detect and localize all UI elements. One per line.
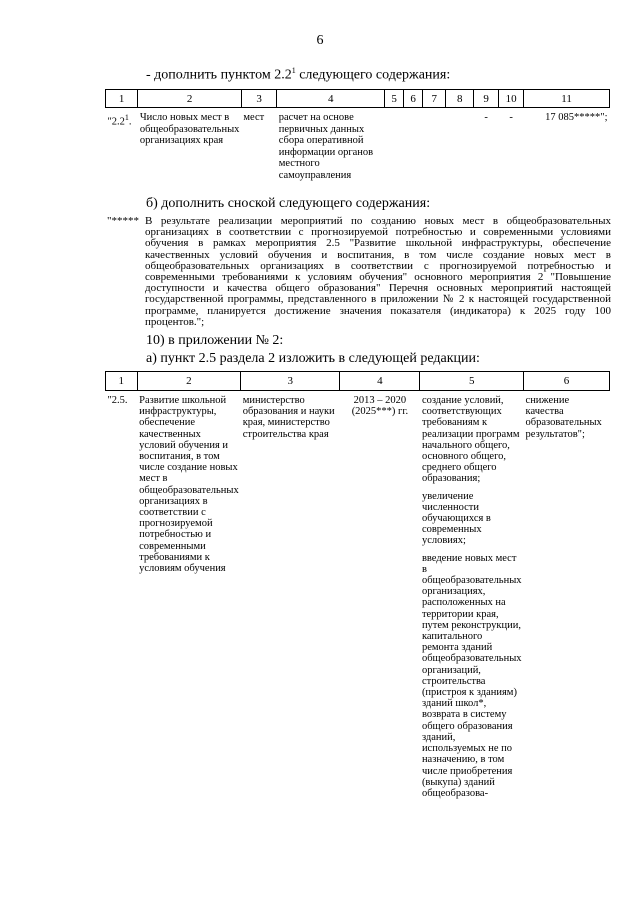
header-cell: 3 — [241, 372, 340, 391]
result-item: введение новых мест в общеобразовательных организациях, расположенных на территории края, путем реконструкции, капитального ремонта зданий общеобразовательных организаций, строительства (пристроя к зданиям) зданий школ*, возврата в систему общего образования зданий, используемых не по назначению, в том числе приобретения (выкупа) зданий общеобразова- — [421, 552, 522, 799]
unit-cell: мест — [243, 112, 265, 123]
table-row — [106, 391, 610, 806]
footnote-mark: "***** — [107, 215, 139, 227]
header-cell: 4 — [277, 90, 385, 108]
consequences-cell: снижение качества образовательных результатов"; — [525, 395, 602, 440]
superscript: 1 — [124, 113, 129, 122]
indicator-name-cell: Число новых мест в общеобразовательных организациях края — [139, 112, 240, 146]
result-item: увеличение численности обучающихся в современных условиях; — [421, 490, 491, 547]
row-number-tail: . — [128, 116, 132, 128]
result-item: создание условий, соответствующих требованиям к реализации программ начального общего, основного общего, среднего общего образования; — [421, 395, 520, 485]
measure-name-cell: Развитие школьной инфраструктуры, обеспечение качественных условий обучения и воспитания, в том числе создание новых мест в общеобразовательных организациях в соответствии с прогнозируемой потребностью и современными требованиями к условиям обучения — [139, 395, 239, 575]
header-cell: 7 — [423, 90, 446, 108]
row-number: "2.2 — [107, 116, 125, 128]
instruction-text-tail: следующего содержания: — [295, 67, 451, 83]
row-number-cell — [106, 108, 138, 182]
header-cell: 1 — [106, 372, 138, 391]
instruction-add-footnote: б) дополнить сноской следующего содержания: — [146, 196, 431, 211]
header-cell: 8 — [446, 90, 474, 108]
instruction-text: - дополнить пунктом 2.2 — [146, 67, 292, 83]
footnote-text: В результате реализации мероприятий по созданию новых мест в общеобразовательных организациях в соответствии с прогнозируемой потребностью и современными условиями обучения в рамках мероприятия 2.5 "Развитие школьной инфраструктуры, обеспечение качественных условий обучения и воспитания, в том числе создание новых мест в общеобразовательных организациях в соответствии с прогнозируемой потребностью и современными требованиями к условиям обучения" основного мероприятия 2 "Повышение доступности и качества общего образования" Перечня основных мероприятий настоящей государственной программы, представленного в приложении № 2 к настоящей государственной программе, планируется достижение значения показателя (индикатора) к 2025 году 100 процентов."; — [145, 215, 611, 328]
empty-cell — [385, 108, 404, 182]
header-cell: 6 — [524, 372, 610, 391]
row-number-cell: "2.5. — [107, 395, 128, 406]
instruction-item-2-5: а) пункт 2.5 раздела 2 изложить в следующей редакции: — [146, 351, 480, 366]
header-cell: 2 — [138, 90, 242, 108]
period-cell: 2013 – 2020 (2025***) гг. — [351, 395, 409, 418]
measures-table — [105, 371, 610, 805]
instruction-appendix: 10) в приложении № 2: — [146, 333, 284, 348]
header-cell: 6 — [404, 90, 423, 108]
table-header-row — [106, 90, 610, 108]
header-cell: 2 — [137, 372, 241, 391]
table-row — [106, 108, 610, 182]
superscript: 1 — [291, 66, 296, 75]
indicator-table — [105, 89, 610, 181]
header-cell: 1 — [106, 90, 138, 108]
header-cell: 10 — [499, 90, 524, 108]
header-cell: 3 — [241, 90, 276, 108]
empty-cell — [404, 108, 423, 182]
header-cell: 11 — [524, 90, 610, 108]
source-cell: расчет на основе первичных данных сбора оперативной информации органов местного самоуправления — [278, 112, 374, 181]
value-cell: - — [484, 112, 488, 123]
header-cell: 5 — [385, 90, 404, 108]
empty-cell — [446, 108, 474, 182]
table-header-row — [106, 372, 610, 391]
expected-results-cell — [420, 391, 524, 806]
header-cell: 9 — [474, 90, 499, 108]
empty-cell — [423, 108, 446, 182]
value-cell: - — [509, 112, 513, 123]
instruction-add-item — [146, 66, 450, 84]
header-cell: 5 — [420, 372, 524, 391]
page-number: 6 — [316, 33, 324, 48]
executor-cell: министерство образования и науки края, министерство строительства края — [242, 395, 335, 440]
header-cell: 4 — [340, 372, 420, 391]
value-cell: 17 085*****"; — [545, 112, 608, 123]
